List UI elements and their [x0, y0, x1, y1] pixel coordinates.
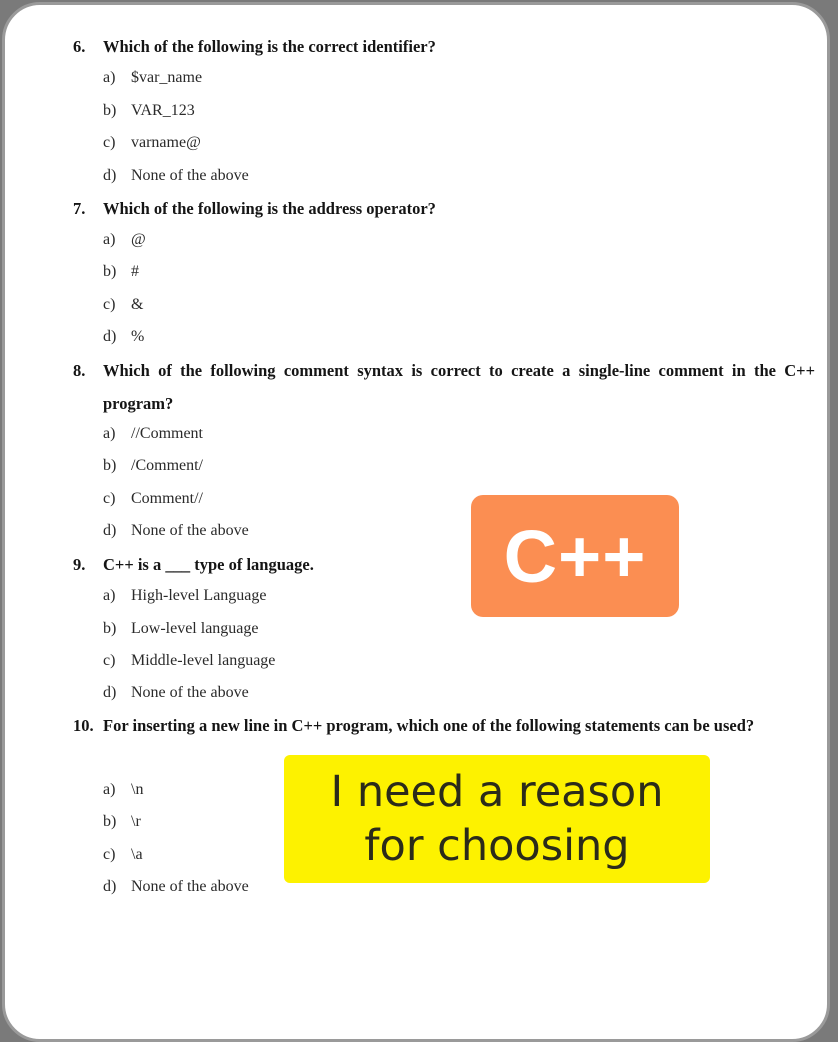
question-text: Which of the following is the correct identifier? [103, 37, 436, 56]
question-number: 7. [73, 199, 86, 218]
option-9b: b) Low-level language [103, 620, 259, 637]
option-9c: c) Middle-level language [103, 652, 276, 669]
option-7b: b) # [103, 263, 139, 280]
option-6a: a) $var_name [103, 69, 203, 86]
question-number: 6. [73, 37, 86, 56]
option-10b: b) \r [103, 813, 141, 830]
option-8b: b) /Comment/ [103, 457, 203, 474]
question-10 [73, 709, 815, 742]
question-8 [73, 354, 815, 420]
option-7a: a) @ [103, 231, 146, 248]
reason-note [284, 755, 710, 883]
option-6c: c) varname@ [103, 134, 201, 151]
option-9a: a) High-level Language [103, 587, 267, 604]
question-text: For inserting a new line in C++ program, which one of the following statements can be used? [103, 716, 755, 735]
option-6d: d) None of the above [103, 167, 249, 184]
option-8c: c) Comment// [103, 490, 203, 507]
question-7 [73, 199, 436, 219]
question-text: Which of the following comment syntax is correct to create a single-line comment in the C++ program? [103, 361, 815, 413]
question-6 [73, 37, 436, 57]
question-number: 8. [73, 361, 86, 380]
option-7d: d) % [103, 328, 145, 345]
option-8a: a) //Comment [103, 425, 203, 442]
option-8d: d) None of the above [103, 522, 249, 539]
question-number: 9. [73, 555, 86, 574]
question-text: Which of the following is the address operator? [103, 199, 436, 218]
option-9d: d) None of the above [103, 684, 249, 701]
question-number: 10. [73, 716, 94, 735]
quiz-page [2, 2, 830, 1042]
question-text: C++ is a ___ type of language. [103, 555, 314, 574]
option-6b: b) VAR_123 [103, 102, 195, 119]
option-10d: d) None of the above [103, 878, 249, 895]
question-9 [73, 555, 314, 575]
option-7c: c) & [103, 296, 144, 313]
option-10a: a) \n [103, 781, 144, 798]
cpp-logo-badge: C++ [471, 495, 679, 617]
note-line-1: I need a reason [330, 767, 664, 817]
note-line-2: for choosing [364, 821, 630, 871]
option-10c: c) \a [103, 846, 143, 863]
